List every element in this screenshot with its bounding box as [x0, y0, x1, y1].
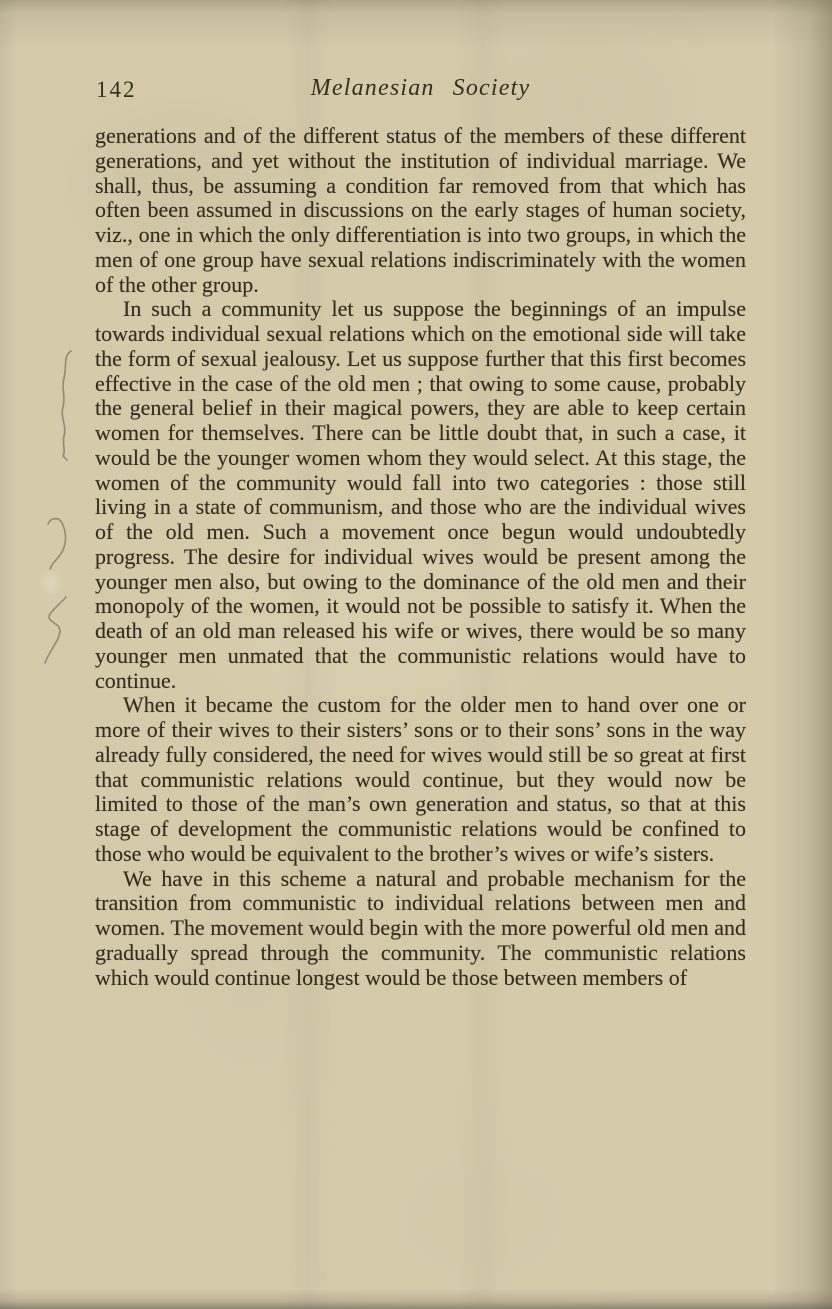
paragraph: generations and of the different status of the members of these different generations, and yet without the institution of individual marriage. We shall, thus, be assuming a condition far removed from that which has often been assumed in discussions on the early stages of human society, viz., one in which the only differentiation is into two groups, in which the men of one group have sexual relations indiscriminately with the women of the other group. — [95, 123, 746, 297]
body-text — [95, 124, 746, 990]
pencil-squiggle-icon — [38, 514, 82, 666]
paragraph: We have in this scheme a natural and probable mechanism for the transition from communistic to individual relations between men and women. The movement would begin with the more powerful old men and gradually spread through the community. The communistic relations which would continue longest would be those between members of — [95, 865, 746, 990]
paragraph: When it became the custom for the older men to hand over one or more of their wives to their sisters’ sons or to their sons’ sons in the way already fully considered, the need for wives would still be so great at first that communistic relations would continue, but they would now be limited to those of the man’s own generation and status, so that at this stage of development the communistic relations would be confined to those who would be equivalent to the brother’s wives or wife’s sisters. — [95, 692, 746, 866]
running-title: Melanesian Society — [310, 75, 531, 101]
paper-smudge — [38, 568, 64, 598]
paragraph: In such a community let us suppose the beginnings of an impulse towards individual sexual relations which on the emotional side will take the form of sexual jealousy. Let us suppose further that this first becomes effective in the case of the old men ; that owing to some cause, probably the general belief in their magical powers, they are able to keep certain women for themselves. There can be little doubt that, in such a case, it would be the younger women whom they would select. At this stage, the women of the community would fall into two categories : those still living in a state of communism, and those who are the individual wives of the old men. Such a movement once begun would undoubtedly progress. The desire for individual wives would be present among the younger men also, but owing to the dominance of the old men and their monopoly of the women, it would not be possible to satisfy it. When the death of an old man released his wife or wives, there would be so many younger men unmated that the communistic relations would have to continue. — [95, 296, 746, 693]
pencil-squiggle-icon — [50, 348, 84, 466]
page-number: 142 — [96, 77, 137, 102]
